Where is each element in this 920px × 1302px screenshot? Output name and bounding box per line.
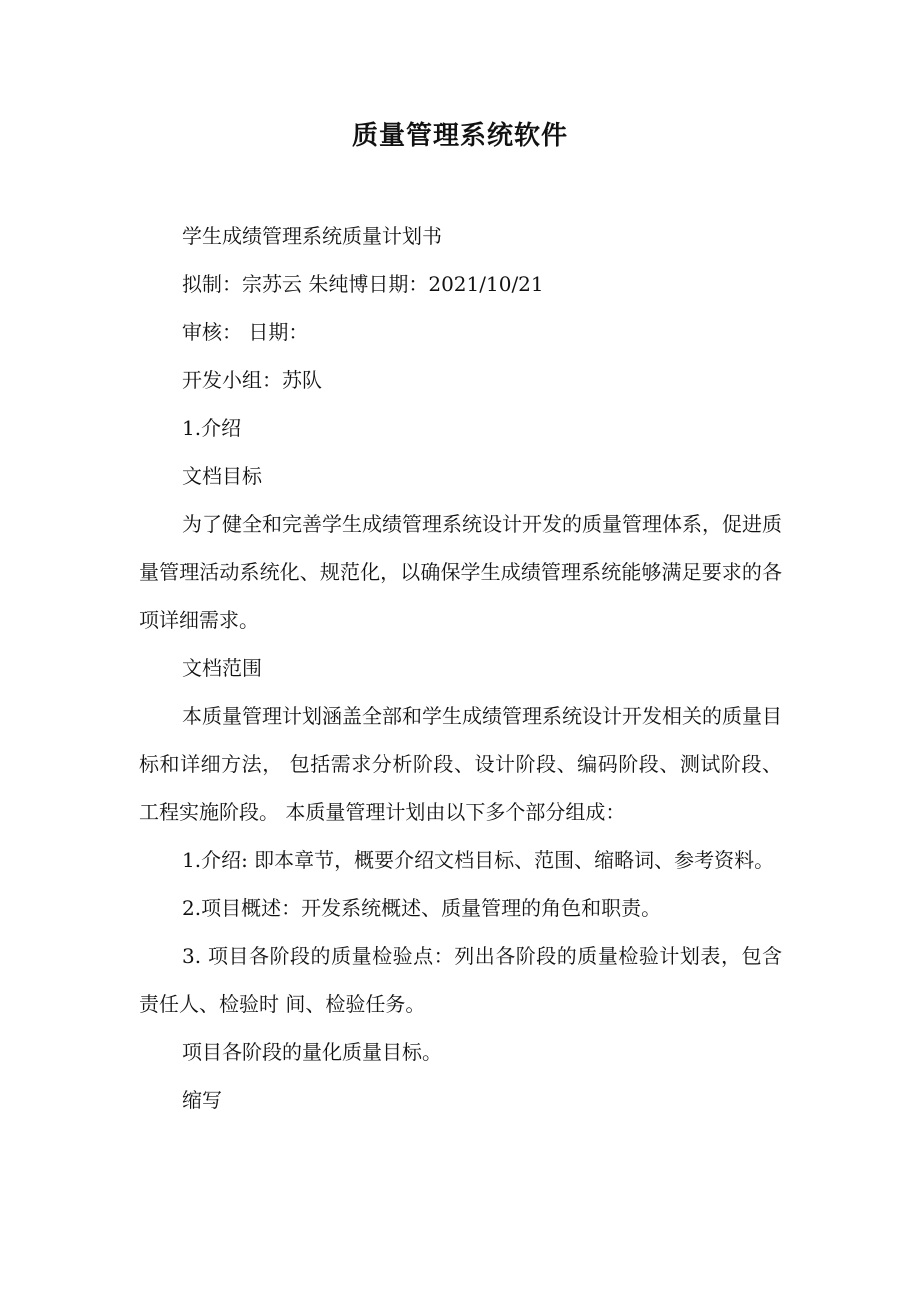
abbreviations-heading: 缩写 xyxy=(182,1088,222,1112)
list-item-overview: 2.项目概述：开发系统概述、质量管理的角色和职责。 xyxy=(182,896,662,920)
dev-group-line: 开发小组：苏队 xyxy=(182,368,322,392)
list-item-intro: 1.介绍: 即本章节，概要介绍文档目标、范围、缩略词、参考资料。 xyxy=(182,848,775,872)
list-item-checkpoints: 3. 项目各阶段的质量检验点：列出各阶段的质量检验计划表，包含责任人、检验时 间、检验任务。 xyxy=(139,944,782,1016)
list-item-quality-goals: 项目各阶段的量化质量目标。 xyxy=(182,1040,442,1064)
doc-goal-heading: 文档目标 xyxy=(182,464,262,488)
review-line: 审核： 日期： xyxy=(182,320,309,344)
plan-subtitle: 学生成绩管理系统质量计划书 xyxy=(182,224,442,248)
section-intro-heading: 1.介绍 xyxy=(182,416,242,440)
doc-scope-paragraph: 本质量管理计划涵盖全部和学生成绩管理系统设计开发相关的质量目标和详细方法， 包括需求分析阶段、设计阶段、编码阶段、测试阶段、工程实施阶段。 本质量管理计划由以下多个部分组成： xyxy=(139,704,782,824)
document-body xyxy=(139,212,782,1124)
drafted-by-line: 拟制：宗苏云 朱纯博日期：2021/10/21 xyxy=(182,272,544,296)
doc-goal-paragraph: 为了健全和完善学生成绩管理系统设计开发的质量管理体系，促进质量管理活动系统化、规范化，以确保学生成绩管理系统能够满足要求的各项详细需求。 xyxy=(139,512,782,632)
document-title: 质量管理系统软件 xyxy=(351,121,568,151)
doc-scope-heading: 文档范围 xyxy=(182,656,262,680)
